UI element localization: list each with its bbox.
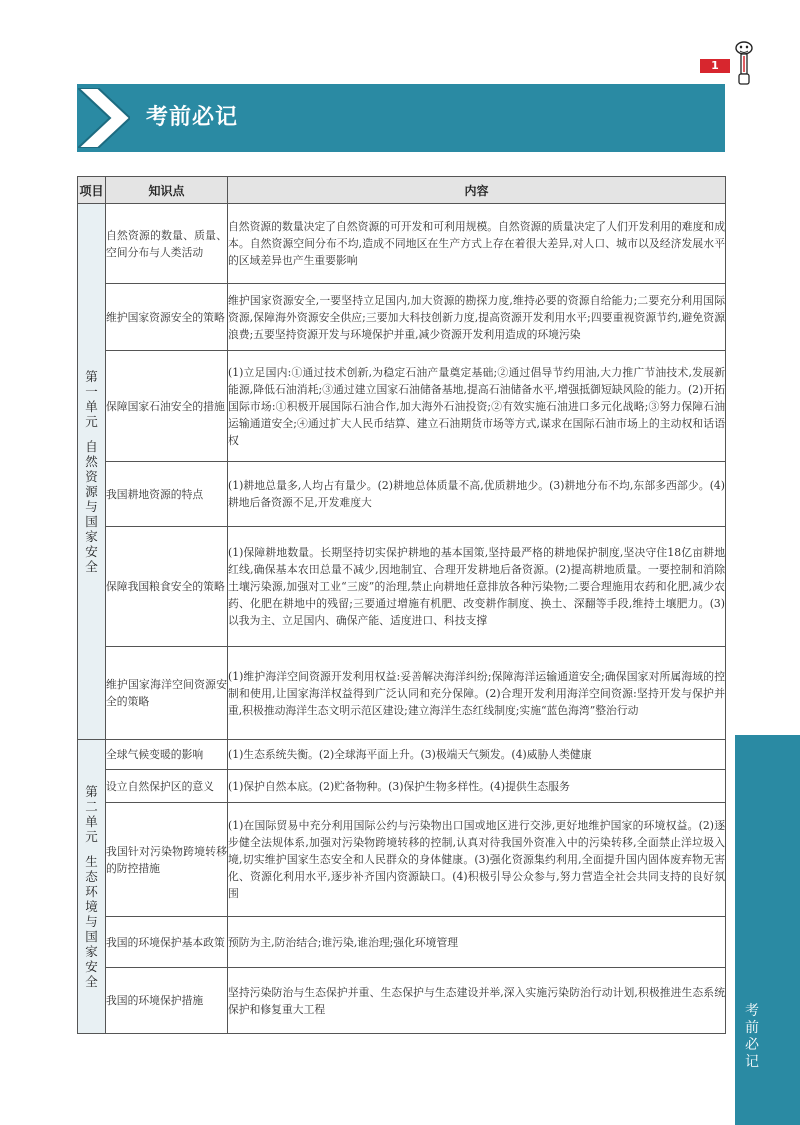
content-cell: (1)保障耕地数量。长期坚持切实保护耕地的基本国策,坚持最严格的耕地保护制度,坚决守住18亿亩耕地红线,确保基本农田总量不减少,因地制宜、合理开发耕地后备资源。(2)提高耕地质量。一要控制和消除土壤污染源,加强对工业“三废”的治理,禁止向耕地任意排放各种污染物;二要合理施用农药和化肥,减少农药、化肥在耕地中的残留;三要通过增施有机肥、改变耕作制度、换土、深翻等手段,维持土壤肥力。(3)以我为主、立足国内、确保产能、适度进口、科技支撑 <box>228 527 726 647</box>
knowledge-table <box>77 176 726 1034</box>
header-content: 内容 <box>228 177 726 204</box>
table-row <box>78 917 726 968</box>
table-row <box>78 351 726 462</box>
content-cell: 维护国家资源安全,一要坚持立足国内,加大资源的勘探力度,维持必要的资源自给能力;二要充分利用国际资源,保障海外资源安全供应;三要加大科技创新力度,提高资源开发利用水平;四要重视资源节约,避免资源浪费;五要坚持资源开发与环境保护并重,减少资源开发利用造成的环境污染 <box>228 284 726 351</box>
knowledge-point: 设立自然保护区的意义 <box>106 770 228 803</box>
side-tab-label: 考前必记 <box>745 1003 759 1070</box>
knowledge-point: 自然资源的数量、质量、空间分布与人类活动 <box>106 204 228 284</box>
unit-title: 第一单元 <box>85 369 98 429</box>
table-row <box>78 968 726 1034</box>
knowledge-point: 我国针对污染物跨境转移的防控措施 <box>106 803 228 917</box>
table-header-row <box>78 177 726 204</box>
content-cell: 自然资源的数量决定了自然资源的可开发和可利用规模。自然资源的质量决定了人们开发利用的难度和成本。自然资源空间分布不均,造成不同地区在生产方式上存在着很大差异,对人口、城市以及经济发展水平的区域差异也产生重要影响 <box>228 204 726 284</box>
knowledge-point: 保障国家石油安全的措施 <box>106 351 228 462</box>
unit-title: 第二单元 <box>85 784 98 844</box>
unit-cell <box>78 204 106 740</box>
knowledge-point: 保障我国粮食安全的策略 <box>106 527 228 647</box>
header-knowledge-point: 知识点 <box>106 177 228 204</box>
knowledge-point: 我国的环境保护措施 <box>106 968 228 1034</box>
knowledge-point: 维护国家资源安全的策略 <box>106 284 228 351</box>
content-cell: (1)维护海洋空间资源开发利用权益:妥善解决海洋纠纷;保障海洋运输通道安全;确保国家对所属海域的控制和使用,让国家海洋权益得到广泛认同和充分保障。(2)合理开发利用海洋空间资源:坚持开发与保护并重,积极推动海洋生态文明示范区建设;建立海洋生态红线制度;实施“蓝色海湾”整治行动 <box>228 647 726 740</box>
table-row <box>78 647 726 740</box>
knowledge-point: 我国耕地资源的特点 <box>106 462 228 527</box>
content-cell: (1)保护自然本底。(2)贮备物种。(3)保护生物多样性。(4)提供生态服务 <box>228 770 726 803</box>
table-row <box>78 462 726 527</box>
unit-subtitle: 自然资源与国家安全 <box>85 439 98 574</box>
content-cell: (1)耕地总量多,人均占有量少。(2)耕地总体质量不高,优质耕地少。(3)耕地分布不均,东部多西部少。(4)耕地后备资源不足,开发难度大 <box>228 462 726 527</box>
unit-cell <box>78 740 106 1034</box>
content-cell: 预防为主,防治结合;谁污染,谁治理;强化环境管理 <box>228 917 726 968</box>
table-row <box>78 527 726 647</box>
content-cell: (1)立足国内:①通过技术创新,为稳定石油产量奠定基础;②通过倡导节约用油,大力推广节油技术,发展新能源,降低石油消耗;③通过建立国家石油储备基地,提高石油储备水平,增强抵御短缺风险的能力。(2)开拓国际市场:①积极开展国际石油合作,加大海外石油投资;②有效实施石油进口多元化战略;③努力保障石油运输通道安全;④通过扩大人民币结算、建立石油期货市场等方式,谋求在国际石油市场上的主动权和话语权 <box>228 351 726 462</box>
table-row <box>78 770 726 803</box>
chevron-right-icon <box>78 88 130 148</box>
table-row <box>78 284 726 351</box>
knowledge-point: 全球气候变暖的影响 <box>106 740 228 770</box>
knowledge-point: 维护国家海洋空间资源安全的策略 <box>106 647 228 740</box>
content-cell: 坚持污染防治与生态保护并重、生态保护与生态建设并举,深入实施污染防治行动计划,积极推进生态系统保护和修复重大工程 <box>228 968 726 1034</box>
knowledge-point: 我国的环境保护基本政策 <box>106 917 228 968</box>
table-row <box>78 803 726 917</box>
unit-subtitle: 生态环境与国家安全 <box>85 854 98 989</box>
header-project: 项目 <box>78 177 106 204</box>
table-row <box>78 204 726 284</box>
page-title: 考前必记 <box>146 105 239 130</box>
mascot-icon <box>734 40 754 88</box>
content-cell: (1)在国际贸易中充分利用国际公约与污染物出口国或地区进行交涉,更好地维护国家的环境权益。(2)逐步健全法规体系,加强对污染物跨境转移的控制,认真对待我国外资准入中的污染转移,全面禁止洋垃圾入境,切实维护国家生态安全和人民群众的身体健康。(3)强化资源集约利用,全面提升国内固体废弃物无害化、资源化利用水平,逐步补齐国内资源缺口。(4)积极引导公众参与,努力营造全社会共同支持的良好氛围 <box>228 803 726 917</box>
page-number: 1 <box>700 59 730 73</box>
table-row <box>78 740 726 770</box>
content-cell: (1)生态系统失衡。(2)全球海平面上升。(3)极端天气频发。(4)威胁人类健康 <box>228 740 726 770</box>
